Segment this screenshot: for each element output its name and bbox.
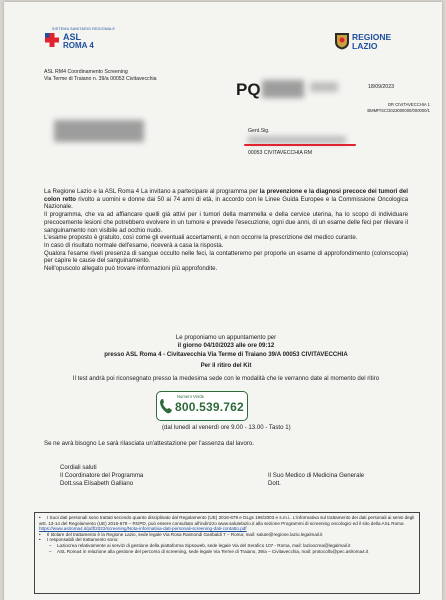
letter-date: 18/09/2023: [368, 84, 394, 90]
paragraph-6: Nell'opuscolo allegato può trovare informazioni più approfondite.: [44, 265, 218, 273]
letter-body: [44, 188, 408, 273]
appointment-where: presso ASL Roma 4 - Civitavecchia Via Terme di Traiano 39/A 00053 CIVITAVECCHIA: [104, 351, 348, 358]
coordinator-name: Dott.ssa Elisabeth Galliano: [60, 480, 134, 487]
redacted-small-codes: [310, 82, 338, 92]
phone-icon: [160, 398, 173, 414]
privacy-link[interactable]: https://www.aslroma4.it/pdf/2022/screening/Nota-informativa-dati-personali-screening-dati-contatto.pdf: [39, 526, 247, 532]
address-city: 00053 CIVITAVECCHIA RM: [248, 150, 313, 156]
letter-page: [4, 2, 442, 600]
paragraph-4: In caso di risultato normale dell'esame, riceverà a casa la risposta.: [44, 241, 224, 249]
redacted-name: [248, 136, 346, 144]
paragraph-3: L'esame proposto è gratuito, così come gli eventuali accertamenti, e non occorre la prescrizione del medico curante.: [44, 234, 358, 242]
doctor-title: Il Suo Medico di Medicina Generale: [268, 472, 365, 479]
asl-cross-icon: [45, 33, 59, 47]
redacted-left-block: [54, 120, 144, 142]
sender-line1: ASL RM4 Coordinamento Screening: [44, 69, 128, 75]
regione-line2: LAZIO: [352, 41, 378, 51]
paragraph-2: Il programma, che va ad affiancare quelli già attivi per i tumori della mammella e della cervice uterina, ha lo scopo di individuare precocemente lesioni che potrebbero evolvere in un tumore e prevede l'esecuzione, ogni due anni, di un esame delle feci per rilevare il sanguinamento non visibile ad occhio nudo.: [44, 211, 408, 234]
pq-code: PQ: [236, 80, 261, 99]
manager-1: – Laziocrea relativamente ai servizi di gestione della piattaforma Sipsoweb, sede legale Via del Serafico 107 - Roma, mail: lazioocrea@legalmail.it: [49, 542, 351, 548]
appointment-purpose: Per il ritiro del Kit: [200, 362, 252, 369]
privacy-footer: [34, 512, 420, 594]
paragraph-5: Qualora l'esame riveli presenza di sangue occulto nelle feci, la contatteremo per proporle un esame di approfondimento (colonscopia) per capire le cause del sanguinamento.: [44, 249, 408, 265]
certificate-note: Se ne avrà bisogno Le sarà rilasciata un'attestazione per l'assenza dal lavoro.: [44, 440, 254, 447]
privacy-info: • I Suoi dati personali sono trattati secondo quanto disciplinato dal Regolamento (UE) 2016-679 e DLgs 196/2003 e s.m.i.. L'informativa sul trattamento dei dati personali ai sensi degli artt. 13-14 del Regolamento (UE) 2016-679 – RGPD, può essere consultato all'indirizzo www.salutelazio.it alla sezione Programmi di screening oncologici ed il sito della ASL Roma https://www.aslroma4.it/pdf/2022/screening/Nota-informativa-dati-personali-screening-dati-contatto.pdf: [39, 515, 415, 532]
address-greeting: Gent.Sig.: [248, 128, 270, 134]
signature-greeting: Cordiali saluti: [60, 464, 97, 471]
phone-label: Numero Verde: [177, 394, 204, 399]
asl-sub: ROMA 4: [63, 41, 94, 50]
managers-title: • I responsabili del trattamento sono:: [39, 537, 119, 543]
paragraph-1: La Regione Lazio e la ASL Roma 4 La invitano a partecipare al programma per la prevenzione e la diagnosi precoce dei tumori del colon retto rivolto a uomini e donne dai 50 ai 74 anni di età, in accordo con le Linee Guida Europee e la Commissione Oncologica Nazionale.: [44, 188, 409, 211]
doctor-name: Dott.: [268, 480, 281, 487]
phone-box: [156, 391, 248, 421]
coordinator-title: Il Coordinatore del Programma: [60, 472, 144, 479]
system-label: SISTEMA SANITARIO REGIONALE: [52, 27, 116, 31]
phone-hours: (dal lunedì al venerdì ore 9.00 - 13.00 - Tasto 1): [162, 424, 291, 431]
manager-2: – ASL Roma4 in relazione alla gestione del percorso di screening, sede legale Via Terme di Traiano, 39/a – Civitavecchia, mail: protocollo@pec.aslroma4.it: [49, 548, 369, 554]
asl-name: ASL: [63, 32, 81, 42]
holder-info: • Il titolare del trattamento è la Regione Lazio, sede legale Via Rosa Raimondi Garibaldi 7 – Roma; mail: salute@regione.lazio.legalmail.it: [39, 531, 323, 537]
phone-number: 800.539.762: [175, 400, 244, 414]
appointment-when: il giorno 04/10/2023 alle ore 09:12: [177, 342, 275, 349]
regione-line1: REGIONE: [352, 32, 392, 42]
dr-code-line2: BMMP/SC/2023000000/000000/1: [367, 108, 430, 113]
appointment-return-note: Il test andrà poi riconsegnato presso la medesima sede con le modalità che le verranno date al momento del ritiro: [72, 375, 380, 382]
sender-line2: Via Terme di Traiano n. 39/a 00053 Civitavecchia: [44, 76, 157, 82]
redacted-code: [262, 80, 304, 98]
appointment-intro: Le proponiamo un appuntamento per: [175, 334, 277, 341]
dr-code-line1: DR CIVITAVECCHIA 1: [388, 102, 430, 107]
redaction-red-line: [244, 144, 356, 146]
regione-lazio-emblem-icon: [334, 32, 350, 50]
